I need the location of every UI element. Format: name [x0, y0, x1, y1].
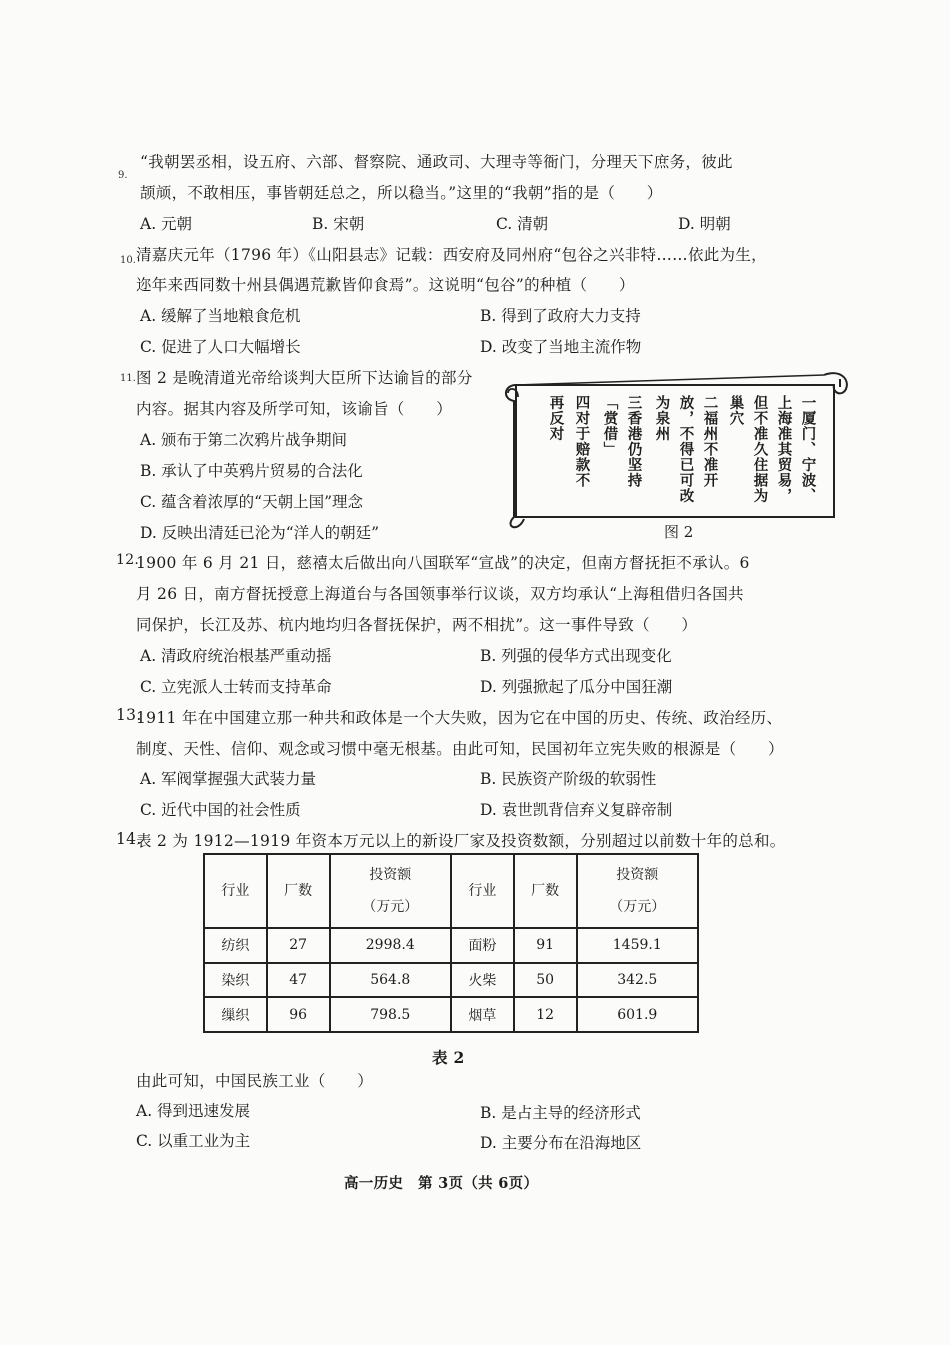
q12-option-d[interactable]: D. 列强掀起了瓜分中国狂潮 [480, 678, 673, 696]
scroll-col-5: 二福州不准开 [701, 395, 719, 488]
q9-line-1: “我朝罢丞相，设五府、六部、督察院、通政司、大理寺等衙门，分理天下庶务，彼此 [140, 153, 733, 171]
table-header: 行业 [204, 854, 267, 928]
table-cell: 纺织 [204, 928, 267, 963]
table-header: 行业 [451, 854, 514, 928]
q13-option-b[interactable]: B. 民族资产阶级的软弱性 [480, 770, 657, 788]
q14-option-d[interactable]: D. 主要分布在沿海地区 [480, 1134, 642, 1152]
edict-scroll-figure [494, 367, 850, 532]
q9-number: 9. [118, 170, 128, 181]
q10-option-a[interactable]: A. 缓解了当地粮食危机 [140, 307, 301, 325]
scroll-col-7: 为泉州 [653, 395, 671, 442]
table-cell: 27 [267, 928, 330, 963]
q10-line-1: 清嘉庆元年（1796 年）《山阳县志》记载：西安府及同州府“包谷之兴非特……依此为生， [136, 246, 767, 264]
q11-option-d[interactable]: D. 反映出清廷已沦为“洋人的朝廷” [140, 524, 380, 542]
q9-option-a[interactable]: A. 元朝 [140, 215, 193, 233]
q11-option-a[interactable]: A. 颁布于第二次鸦片战争期间 [140, 431, 348, 449]
q14-option-c[interactable]: C. 以重工业为主 [136, 1132, 251, 1150]
scroll-col-6: 放，不得已可改 [677, 395, 695, 504]
scroll-col-1: 一厦门、宁波、 [799, 395, 817, 504]
table-cell: 798.5 [330, 997, 451, 1032]
table-header: 厂数 [267, 854, 330, 928]
scroll-col-9: 「赏借」 [601, 395, 619, 457]
q10-option-b[interactable]: B. 得到了政府大力支持 [480, 307, 641, 325]
q11-number: 11. [120, 373, 136, 384]
q14-number: 14. [116, 830, 142, 848]
table-cell: 1459.1 [577, 928, 698, 963]
table-cell: 12 [514, 997, 577, 1032]
q12-option-c[interactable]: C. 立宪派人士转而支持革命 [140, 678, 332, 696]
investment-table [203, 853, 699, 1033]
table-cell: 96 [267, 997, 330, 1032]
table-cell: 91 [514, 928, 577, 963]
table-2-caption: 表 2 [432, 1048, 465, 1067]
q13-number: 13. [116, 706, 142, 724]
scroll-col-10: 四对于赔款不 [573, 395, 591, 488]
scroll-col-2: 上海准其贸易， [775, 395, 793, 504]
scroll-col-4: 巢穴 [727, 395, 745, 426]
scroll-col-3: 但不准久住据为 [751, 395, 769, 504]
table-cell: 564.8 [330, 963, 451, 998]
q13-option-c[interactable]: C. 近代中国的社会性质 [140, 801, 301, 819]
table-cell: 缫织 [204, 997, 267, 1032]
q10-line-2: 迩年来西同数十州县偶遇荒歉皆仰食焉”。这说明“包谷”的种植（ ） [136, 276, 635, 294]
q14-line-1: 表 2 为 1912—1919 年资本万元以上的新设厂家及投资数额，分别超过以前数十年的总和。 [136, 832, 786, 850]
q9-option-d[interactable]: D. 明朝 [678, 215, 731, 233]
q11-line-2: 内容。据其内容及所学可知，该谕旨（ ） [136, 400, 453, 418]
table-cell: 601.9 [577, 997, 698, 1032]
q10-option-c[interactable]: C. 促进了人口大幅增长 [140, 338, 301, 356]
q13-option-d[interactable]: D. 袁世凯背信弃义复辟帝制 [480, 801, 673, 819]
table-header-row [204, 854, 698, 928]
q12-number: 12. [116, 552, 140, 568]
q12-line-3: 同保护，长江及苏、杭内地均归各督抚保护，两不相扰”。这一事件导致（ ） [136, 616, 698, 634]
table-header: 投资额 （万元） [330, 854, 451, 928]
q9-option-b[interactable]: B. 宋朝 [312, 215, 365, 233]
page-footer: 高一历史 第 3页（共 6页） [344, 1175, 539, 1192]
table-cell: 染织 [204, 963, 267, 998]
q14-option-a[interactable]: A. 得到迅速发展 [136, 1102, 251, 1120]
q9-option-c[interactable]: C. 清朝 [496, 215, 549, 233]
q12-line-2: 月 26 日，南方督抚授意上海道台与各国领事举行议谈，双方均承认“上海租借归各国共 [136, 585, 744, 603]
q10-number: 10. [120, 255, 136, 266]
q12-option-a[interactable]: A. 清政府统治根基严重动摇 [140, 647, 332, 665]
q9-line-2: 颉颃，不敢相压，事皆朝廷总之，所以稳当。”这里的“我朝”指的是（ ） [140, 184, 663, 202]
table-cell: 50 [514, 963, 577, 998]
q13-line-1: 1911 年在中国建立那一种共和政体是一个大失败，因为它在中国的历史、传统、政治经历、 [136, 709, 783, 727]
table-header: 厂数 [514, 854, 577, 928]
table-cell: 烟草 [451, 997, 514, 1032]
table-cell: 火柴 [451, 963, 514, 998]
table-row [204, 963, 698, 998]
q13-option-a[interactable]: A. 军阀掌握强大武装力量 [140, 770, 317, 788]
table-row [204, 997, 698, 1032]
q14-stem: 由此可知，中国民族工业（ ） [136, 1072, 374, 1090]
scroll-frame [494, 367, 850, 532]
q11-option-b[interactable]: B. 承认了中英鸦片贸易的合法化 [140, 462, 363, 480]
q13-line-2: 制度、天性、信仰、观念或习惯中毫无根基。由此可知，民国初年立宪失败的根源是（ ） [136, 740, 784, 758]
table-header: 投资额 （万元） [577, 854, 698, 928]
q14-option-b[interactable]: B. 是占主导的经济形式 [480, 1104, 641, 1122]
scroll-col-8: 三香港仍坚持 [625, 395, 643, 488]
q12-option-b[interactable]: B. 列强的侵华方式出现变化 [480, 647, 672, 665]
q11-option-c[interactable]: C. 蕴含着浓厚的“天朝上国”理念 [140, 493, 364, 511]
table-cell: 面粉 [451, 928, 514, 963]
q12-line-1: 1900 年 6 月 21 日，慈禧太后做出向八国联军“宣战”的决定，但南方督抚拒不承认。6 [136, 554, 750, 572]
figure-2-caption: 图 2 [664, 523, 694, 541]
table-row [204, 928, 698, 963]
scroll-col-11: 再反对 [547, 395, 565, 442]
table-cell: 2998.4 [330, 928, 451, 963]
table-cell: 342.5 [577, 963, 698, 998]
table-cell: 47 [267, 963, 330, 998]
q10-option-d[interactable]: D. 改变了当地主流作物 [480, 338, 642, 356]
q11-line-1: 图 2 是晚清道光帝给谈判大臣所下达谕旨的部分 [136, 369, 473, 387]
